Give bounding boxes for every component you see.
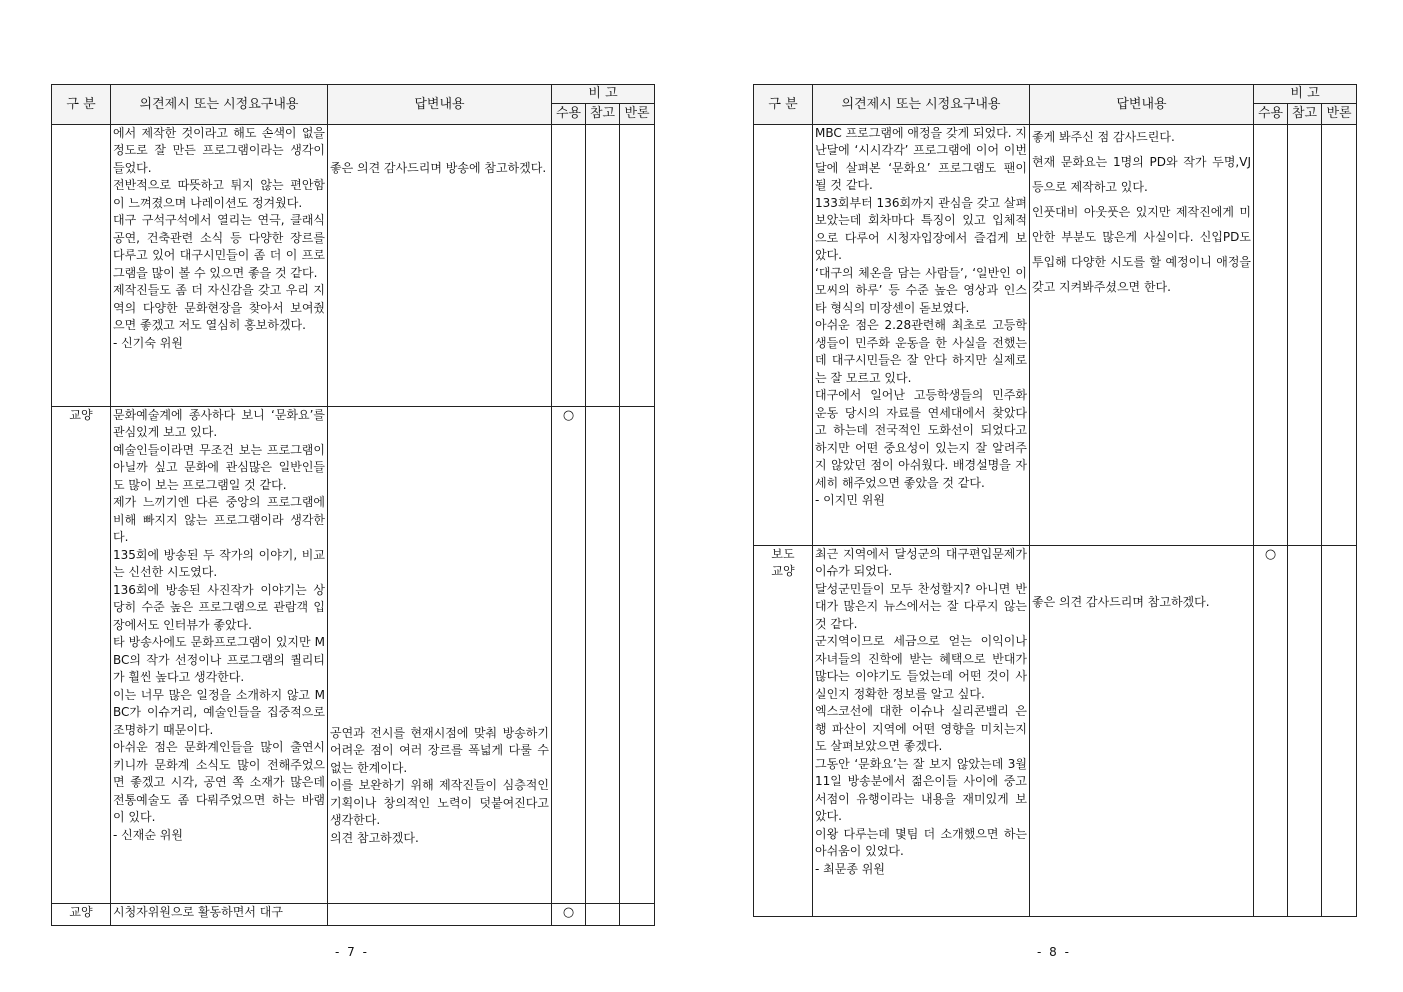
header-opinion: 의견제시 또는 시정요구내용 bbox=[111, 85, 328, 125]
answer-paragraph: 좋게 봐주신 점 감사드린다. bbox=[1032, 129, 1175, 144]
reject-cell bbox=[620, 124, 655, 406]
row-opinion bbox=[813, 124, 1030, 545]
header-remark: 비 고 bbox=[1254, 85, 1357, 104]
row-category bbox=[754, 124, 813, 545]
opinion-paragraph: 136회에 방송된 사진작가 이야기는 상당히 수준 높은 프로그램으로 관람객 입장에서도 인터뷰가 좋았다. bbox=[113, 582, 325, 632]
answer-paragraph: 좋은 의견 감사드리며 방송에 참고하겠다. bbox=[330, 160, 547, 175]
reference-cell bbox=[586, 903, 620, 925]
left-page bbox=[51, 84, 655, 926]
row-answer bbox=[328, 903, 552, 925]
answer-paragraph: 현재 문화요는 1명의 PD와 작가 두명,VJ 등으로 제작하고 있다. bbox=[1032, 154, 1251, 194]
opinion-author: - 최문종 위원 bbox=[815, 861, 885, 876]
opinion-paragraph: 대구에서 일어난 고등학생들의 민주화 운동 당시의 자료를 연세대에서 찾았다고 하는데 전국적인 도화선이 되었다고 하지만 어떤 중요성이 있는지 잘 알려주지 않았던 점이 아쉬웠다. 배경설명을 자세히 해주었으면 좋았을 것 같다. bbox=[815, 388, 1027, 490]
header-category: 구 분 bbox=[52, 85, 111, 125]
opinion-author: - 이지민 위원 bbox=[815, 493, 885, 507]
table-row bbox=[52, 903, 655, 925]
opinion-paragraph: 이는 너무 많은 일정을 소개하지 않고 MBC가 이슈거리, 예술인들을 집중적으로 조명하기 때문이다. bbox=[113, 687, 325, 737]
right-page bbox=[753, 84, 1357, 917]
reject-cell bbox=[1322, 124, 1357, 545]
header-answer: 답변내용 bbox=[1030, 85, 1254, 125]
header-accept: 수용 bbox=[1254, 103, 1288, 124]
accept-mark bbox=[1254, 124, 1288, 545]
answer-paragraph: 이를 보완하기 위해 제작진들이 심층적인 기획이나 창의적인 노력이 덧붙여진다고 생각한다. bbox=[330, 778, 549, 827]
page-number: - 8 - bbox=[1037, 945, 1071, 959]
reject-cell bbox=[620, 903, 655, 925]
table-row bbox=[52, 124, 655, 406]
accept-mark: ○ bbox=[552, 406, 586, 903]
page-number: - 7 - bbox=[335, 945, 369, 959]
answer-paragraph: 좋은 의견 감사드리며 참고하겠다. bbox=[1032, 594, 1210, 609]
opinion-paragraph: 대구 구석구석에서 열리는 연극, 클래식 공연, 건축관련 소식 등 다양한 장르를 다루고 있어 대구시민들이 좀 더 이 프로그램을 많이 볼 수 있으면 좋을 것 같다. bbox=[113, 213, 325, 280]
table-row bbox=[754, 124, 1357, 545]
right-opinion-table bbox=[753, 84, 1357, 917]
row-answer bbox=[328, 124, 552, 406]
row-opinion bbox=[111, 124, 328, 406]
header-category: 구 분 bbox=[754, 85, 813, 125]
answer-paragraph: 공연과 전시를 현재시점에 맞춰 방송하기 어려운 점이 여러 장르를 폭넓게 다룰 수 없는 한계이다. bbox=[330, 725, 549, 775]
opinion-paragraph: 문화예술계에 종사하다 보니 ‘문화요’를 관심있게 보고 있다. bbox=[113, 407, 325, 439]
header-answer: 답변내용 bbox=[328, 85, 552, 125]
opinion-paragraph: 그동안 ‘문화요’는 잘 보지 않았는데 3월11일 방송분에서 젊은이들 사이에 중고서점이 유행이라는 내용을 재미있게 보았다. bbox=[815, 756, 1027, 823]
row-answer bbox=[1030, 124, 1254, 545]
opinion-author: - 신기숙 위원 bbox=[113, 335, 183, 350]
row-opinion bbox=[813, 545, 1030, 916]
opinion-paragraph: 시청자위원으로 활동하면서 대구 bbox=[113, 904, 283, 919]
accept-mark: ○ bbox=[552, 903, 586, 925]
row-answer bbox=[1030, 545, 1254, 916]
answer-paragraph: 인풋대비 아웃풋은 있지만 제작진에게 미안한 부분도 많은게 사실이다. 신입PD도 투입해 다양한 시도를 할 예정이니 애정을 갖고 지켜봐주셨으면 한다. bbox=[1032, 204, 1251, 294]
table-row bbox=[754, 545, 1357, 916]
row-category bbox=[52, 124, 111, 406]
reference-cell bbox=[586, 124, 620, 406]
opinion-author: - 신재순 위원 bbox=[113, 827, 183, 842]
opinion-paragraph: 엑스코선에 대한 이슈나 실리콘밸리 은행 파산이 지역에 어떤 영향을 미치는지도 살펴보았으면 좋겠다. bbox=[815, 704, 1027, 753]
reference-cell bbox=[1288, 545, 1322, 916]
row-category: 보도 교양 bbox=[754, 545, 813, 916]
header-reject: 반론 bbox=[620, 103, 655, 124]
opinion-paragraph: 아쉬운 점은 문화계인들을 많이 출연시키니까 문화계 소식도 많이 전해주었으면 좋겠고 시각, 공연 쪽 소재가 많은데 전통예술도 좀 다뤄주었으면 하는 바램이 있다. bbox=[113, 740, 325, 824]
opinion-paragraph: 제작진들도 좀 더 자신감을 갖고 우리 지역의 다양한 문화현장을 찾아서 보여줬으면 좋겠고 저도 열심히 홍보하겠다. bbox=[113, 283, 325, 332]
reference-cell bbox=[586, 406, 620, 903]
reference-cell bbox=[1288, 124, 1322, 545]
left-opinion-table bbox=[51, 84, 655, 926]
opinion-paragraph: 예술인들이라면 무조건 보는 프로그램이 아닐까 싶고 문화에 관심많은 일반인들도 많이 보는 프로그램일 것 같다. bbox=[113, 442, 325, 492]
table-row bbox=[52, 406, 655, 903]
accept-mark: ○ bbox=[1254, 545, 1288, 916]
opinion-paragraph: 이왕 다루는데 몇팀 더 소개했으면 하는 아쉬움이 있었다. bbox=[815, 826, 1027, 858]
opinion-paragraph: ‘대구의 체온을 담는 사람들’, ‘일반인 이모씨의 하루’ 등 수준 높은 영상과 인스타 형식의 미장센이 돋보였다. bbox=[815, 265, 1027, 315]
row-opinion bbox=[111, 406, 328, 903]
opinion-paragraph: 133회부터 136회까지 관심을 갖고 살펴보았는데 회차마다 특징이 있고 입체적으로 다루어 시청자입장에서 즐겁게 보았다. bbox=[815, 195, 1027, 262]
opinion-paragraph: 제가 느끼기엔 다른 중앙의 프로그램에 비해 빠지지 않는 프로그램이라 생각한다. bbox=[113, 495, 325, 544]
header-reject: 반론 bbox=[1322, 103, 1357, 124]
opinion-paragraph: MBC 프로그램에 애정을 갖게 되었다. 지난달에 ‘시시각각’ 프로그램에 이어 이번 달에 살펴본 ‘문화요’ 프로그램도 팬이 될 것 같다. bbox=[815, 125, 1027, 192]
reject-cell bbox=[1322, 545, 1357, 916]
header-reference: 참고 bbox=[586, 103, 620, 124]
opinion-paragraph: 전반적으로 따뜻하고 튀지 않는 편안함이 느껴졌으며 나레이션도 정겨웠다. bbox=[113, 178, 325, 210]
opinion-paragraph: 최근 지역에서 달성군의 대구편입문제가 이슈가 되었다. bbox=[815, 546, 1027, 578]
opinion-paragraph: 135회에 방송된 두 작가의 이야기, 비교는 신선한 시도였다. bbox=[113, 547, 325, 579]
header-accept: 수용 bbox=[552, 103, 586, 124]
row-opinion bbox=[111, 903, 328, 925]
opinion-paragraph: 타 방송사에도 문화프로그램이 있지만 MBC의 작가 선정이나 프로그램의 퀄리티가 훨씬 높다고 생각한다. bbox=[113, 635, 325, 684]
opinion-paragraph: 군지역이므로 세금으로 얻는 이익이나 자녀들의 진학에 받는 혜택으로 반대가 많다는 이야기도 들었는데 어떤 것이 사실인지 정확한 정보를 알고 싶다. bbox=[815, 634, 1027, 701]
opinion-paragraph: 아쉬운 점은 2.28관련해 최초로 고등학생들이 민주화 운동을 한 사실을 전했는데 대구시민들은 잘 안다 하지만 실제로는 잘 모르고 있다. bbox=[815, 318, 1027, 385]
header-opinion: 의견제시 또는 시정요구내용 bbox=[813, 85, 1030, 125]
answer-paragraph: 의견 참고하겠다. bbox=[330, 830, 419, 845]
header-remark: 비 고 bbox=[552, 85, 655, 104]
reject-cell bbox=[620, 406, 655, 903]
row-category: 교양 bbox=[52, 406, 111, 903]
opinion-paragraph: 달성군민들이 모두 찬성할지? 아니면 반대가 많은지 뉴스에서는 잘 다루지 않는 것 같다. bbox=[815, 581, 1027, 631]
opinion-paragraph: 에서 제작한 것이라고 해도 손색이 없을 정도로 잘 만든 프로그램이라는 생각이 들었다. bbox=[113, 125, 325, 175]
accept-mark bbox=[552, 124, 586, 406]
header-reference: 참고 bbox=[1288, 103, 1322, 124]
row-category: 교양 bbox=[52, 903, 111, 925]
row-answer bbox=[328, 406, 552, 903]
